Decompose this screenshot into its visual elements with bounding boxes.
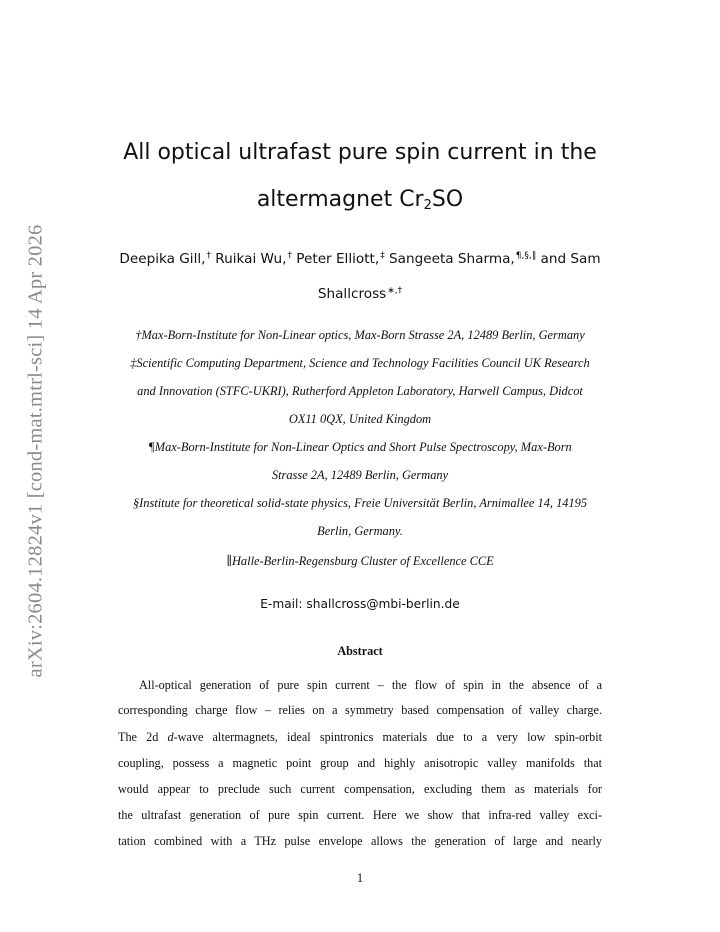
abstract-heading: Abstract xyxy=(337,644,383,658)
affiliation-mark: † xyxy=(206,251,211,261)
abstract-text: The 2d xyxy=(118,730,168,744)
affiliation-line: ‡Scientific Computing Department, Science and Technology Facilities Council UK Research xyxy=(130,356,590,370)
abstract-line xyxy=(118,730,602,745)
author-name: Shallcross xyxy=(317,286,387,302)
affiliation-mark: ¶,§,∥ xyxy=(515,251,537,261)
paper-title-line-1: All optical ultrafast pure spin current in the xyxy=(123,140,597,165)
affiliation-line: ¶Max-Born-Institute for Non-Linear Optics and Short Pulse Spectroscopy, Max-Born xyxy=(148,440,572,454)
affiliation-mark: † xyxy=(287,251,292,261)
affiliation-line: Berlin, Germany. xyxy=(317,524,403,538)
paper-title-line-2 xyxy=(0,187,720,213)
author-list-line-1 xyxy=(0,251,720,267)
affiliation-line: ∥Halle-Berlin-Regensburg Cluster of Excellence CCE xyxy=(226,554,494,568)
affiliation-mark: ∗,† xyxy=(387,286,403,296)
affiliation-line: Strasse 2A, 12489 Berlin, Germany xyxy=(271,468,449,482)
corresponding-email: E-mail: shallcross@mbi-berlin.de xyxy=(260,597,460,611)
author-list-tail: and Sam xyxy=(536,251,601,267)
affiliation-line: and Innovation (STFC-UKRI), Rutherford Appleton Laboratory, Harwell Campus, Didcot xyxy=(137,384,583,398)
abstract-line: the ultrafast generation of pure spin current. Here we show that infra-red valley exci- xyxy=(118,808,602,822)
arxiv-side-stamp: arXiv:2604.12824v1 [cond-mat.mtrl-sci] 14 Apr 2026 xyxy=(24,224,47,678)
affiliation-line: †Max-Born-Institute for Non-Linear optics, Max-Born Strasse 2A, 12489 Berlin, Germany xyxy=(135,328,585,342)
abstract-line: coupling, possess a magnetic point group and highly anisotropic valley manifolds that xyxy=(118,756,602,770)
author-name: Sangeeta Sharma, xyxy=(384,251,515,267)
abstract-italic-text: d xyxy=(167,730,174,744)
author-name: Deepika Gill, xyxy=(119,251,206,267)
abstract-line: tation combined with a THz pulse envelope allows the generation of large and nearly xyxy=(118,834,602,848)
abstract-text: -wave altermagnets, ideal spintronics materials due to a very low spin-orbit xyxy=(173,730,602,744)
affiliation-line: §Institute for theoretical solid-state physics, Freie Universität Berlin, Arnimallee 14, 14195 xyxy=(132,496,588,510)
title-text: altermagnet Cr xyxy=(256,187,424,212)
abstract-line: would appear to preclude such current compensation, excluding them as materials for xyxy=(118,782,602,796)
page-number: 1 xyxy=(356,871,364,885)
abstract-line: corresponding charge flow – relies on a symmetry based compensation of valley charge. xyxy=(118,703,602,717)
affiliation-line: OX11 0QX, United Kingdom xyxy=(288,412,432,426)
title-text-suffix: SO xyxy=(431,187,464,212)
author-name: Peter Elliott, xyxy=(291,251,380,267)
author-list-line-2 xyxy=(0,286,720,302)
affiliation-mark: ‡ xyxy=(380,251,385,261)
author-name: Ruikai Wu, xyxy=(210,251,287,267)
title-subscript: 2 xyxy=(423,198,432,213)
abstract-line: All-optical generation of pure spin current – the flow of spin in the absence of a xyxy=(139,678,602,692)
